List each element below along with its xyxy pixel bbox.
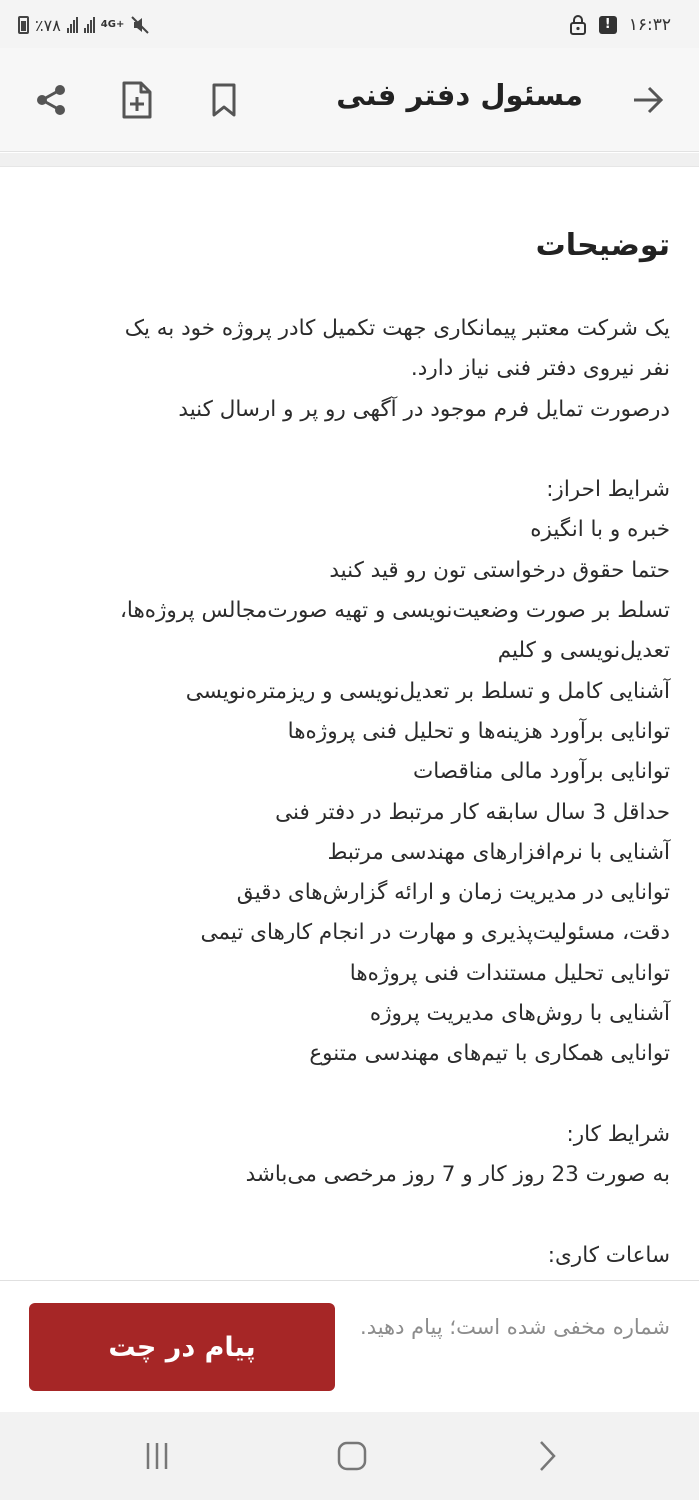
description-line: توانایی همکاری با تیم‌های مهندسی متنوع	[309, 1041, 670, 1067]
battery-icon	[18, 16, 29, 34]
description-line: درصورت تمایل فرم موجود در آگهی رو پر و ارسال کنید	[178, 396, 670, 422]
description-line	[10, 1075, 670, 1115]
arrow-right-icon	[631, 83, 665, 117]
hidden-phone-note: شماره مخفی شده است؛ پیام دهید.	[360, 1315, 670, 1339]
status-left	[18, 14, 150, 36]
description-line: تعدیل‌نویسی و کلیم	[497, 638, 670, 664]
description-line: نفر نیروی دفتر فنی نیاز دارد.	[410, 356, 670, 382]
network-type: 4G+	[100, 19, 125, 30]
description-line: توانایی برآورد هزینه‌ها و تحلیل فنی پروژه‌ها	[287, 718, 670, 744]
description-section	[0, 168, 699, 1280]
contact-bar	[0, 1280, 699, 1412]
app-header	[0, 48, 699, 152]
description-line: آشنایی کامل و تسلط بر تعدیل‌نویسی و ریزمتره‌نویسی	[185, 678, 670, 704]
description-line: دقت، مسئولیت‌پذیری و مهارت در انجام کارهای تیمی	[200, 920, 670, 946]
signal-icon-2	[84, 17, 95, 33]
clock: ۱۶:۳۲	[628, 15, 671, 35]
description-text	[10, 309, 670, 1276]
system-nav-bar	[0, 1412, 699, 1500]
share-icon	[33, 82, 69, 118]
description-line: آشنایی با نرم‌افزارهای مهندسی مرتبط	[327, 839, 670, 865]
home-button[interactable]	[330, 1434, 374, 1478]
mute-icon	[130, 15, 150, 35]
chevron-right-icon	[535, 1438, 559, 1474]
description-line: حتما حقوق درخواستی تون رو قید کنید	[329, 557, 670, 583]
battery-level: ٪۷۸	[35, 15, 61, 35]
description-line: تسلط بر صورت وضعیت‌نویسی و تهیه صورت‌مجالس پروژه‌ها،	[119, 598, 670, 624]
signal-icon	[67, 17, 78, 33]
status-right	[569, 14, 671, 36]
bookmark-button[interactable]	[200, 76, 248, 124]
system-back-button[interactable]	[525, 1434, 569, 1478]
description-line: یک شرکت معتبر پیمانکاری جهت تکمیل کادر پروژه خود به یک	[124, 316, 670, 341]
description-line: به صورت 23 روز کار و 7 روز مرخصی می‌باشد	[245, 1162, 670, 1188]
description-line: توانایی در مدیریت زمان و ارائه گزارش‌های دقیق	[236, 880, 670, 906]
description-line	[10, 430, 670, 470]
description-line: شرایط احراز:	[546, 477, 670, 503]
lock-icon	[569, 15, 587, 35]
share-button[interactable]	[27, 76, 75, 124]
bookmark-icon	[210, 82, 238, 118]
recent-apps-icon	[141, 1440, 173, 1472]
description-line: توانایی برآورد مالی مناقصات	[413, 759, 670, 785]
description-line	[10, 1196, 670, 1236]
description-line: آشنایی با روش‌های مدیریت پروژه	[369, 1001, 670, 1027]
alert-icon: !	[599, 16, 617, 34]
page-title: مسئول دفتر فنی	[336, 78, 583, 112]
add-note-button[interactable]	[113, 76, 161, 124]
description-line: حداقل 3 سال سابقه کار مرتبط در دفتر فنی	[275, 799, 670, 825]
status-bar	[0, 0, 699, 48]
description-line: توانایی تحلیل مستندات فنی پروژه‌ها	[349, 960, 670, 986]
recent-apps-button[interactable]	[135, 1434, 179, 1478]
description-line: خبره و با انگیزه	[530, 517, 670, 543]
description-line: شرایط کار:	[566, 1121, 670, 1147]
home-icon	[336, 1440, 368, 1472]
note-add-icon	[120, 81, 154, 119]
chat-message-button[interactable]: پیام در چت	[29, 1303, 335, 1391]
back-button[interactable]	[624, 76, 672, 124]
description-line: ساعات کاری:	[547, 1242, 670, 1268]
header-divider	[0, 153, 699, 167]
section-title: توضیحات	[535, 228, 670, 263]
